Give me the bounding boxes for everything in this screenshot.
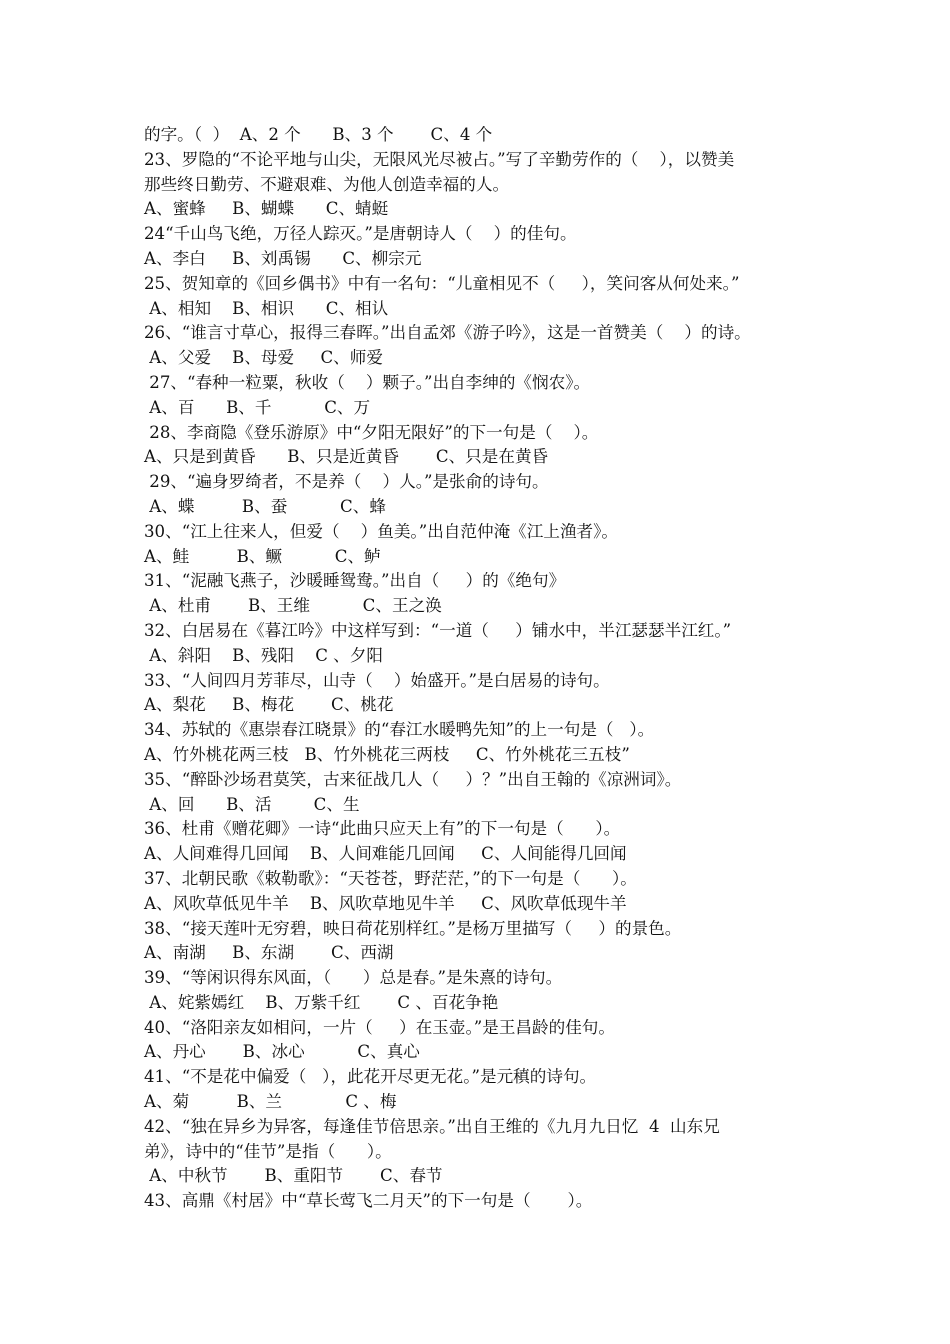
text-line: 28、李商隐《登乐游原》中“夕阳无限好”的下一句是（ ）。 [144,422,599,442]
text-line: A、回 B、活 C、生 [144,794,360,814]
text-line: 43、高鼎《村居》中“草长莺飞二月天”的下一句是（ ）。 [144,1191,593,1211]
text-line: 40、“洛阳亲友如相问，一片（ ）在玉壶。”是王昌龄的佳句。 [144,1017,615,1037]
text-line: A、蝶 B、蚕 C、蜂 [144,496,386,516]
text-line: A、丹心 B、冰心 C、真心 [144,1042,420,1062]
text-line: 弟》，诗中的“佳节”是指（ ）。 [144,1141,392,1161]
text-line: A、人间难得几回闻 B、人间难能几回闻 C、人间能得几回闻 [144,844,627,864]
text-line: 24“千山鸟飞绝，万径人踪灭。”是唐朝诗人（ ）的佳句。 [144,224,577,244]
text-line: 39、“等闲识得东风面，（ ）总是春。”是朱熹的诗句。 [144,968,563,988]
text-line: 的字。（ ） A、2 个 B、3 个 C、4 个 [144,125,493,144]
text-line: A、李白 B、刘禹锡 C、柳宗元 [144,248,422,268]
text-line: 23、罗隐的“不论平地与山尖，无限风光尽被占。”写了辛勤劳作的（ ），以赞美 [144,149,735,169]
text-line: A、中秋节 B、重阳节 C、春节 [144,1166,443,1186]
text-line: 42、“独在异乡为异客，每逢佳节倍思亲。”出自王维的《九月九日忆 4 山东兄 [144,1116,720,1136]
text-line: 那些终日勤劳、不避艰难、为他人创造幸福的人。 [144,174,510,194]
text-line: A、斜阳 B、残阳 C 、夕阳 [144,645,383,665]
text-line: 26、“谁言寸草心，报得三春晖。”出自孟郊《游子吟》，这是一首赞美（ ）的诗。 [144,323,751,343]
text-line: 38、“接天莲叶无穷碧，映日荷花别样红。”是杨万里描写（ ）的景色。 [144,918,682,938]
text-line: 33、“人间四月芳菲尽，山寺（ ）始盛开。”是白居易的诗句。 [144,670,610,690]
text-line: 30、“江上往来人，但爱（ ）鱼美。”出自范仲淹《江上渔者》。 [144,521,619,541]
text-line: 32、白居易在《暮江吟》中这样写到：“一道（ ）铺水中，半江瑟瑟半江红。” [144,620,732,640]
text-line: 31、“泥融飞燕子，沙暖睡鸳鸯。”出自（ ）的《绝句》 [144,571,566,591]
text-line: A、相知 B、相识 C、相认 [144,298,389,318]
text-line: A、只是到黄昏 B、只是近黄昏 C、只是在黄昏 [144,447,549,467]
text-line: A、风吹草低见牛羊 B、风吹草地见牛羊 C、风吹草低现牛羊 [144,893,627,913]
text-line: A、竹外桃花两三枝 B、竹外桃花三两枝 C、竹外桃花三五枝” [144,744,630,764]
text-line: A、菊 B、兰 C 、梅 [144,1092,397,1112]
text-line: A、父爱 B、母爱 C、师爱 [144,348,383,368]
question-list [144,123,814,1214]
text-line: 35、“醉卧沙场君莫笑，古来征战几人（ ）？”出自王翰的《凉洲词》。 [144,769,682,789]
text-line: 37、北朝民歌《敕勒歌》：“天苍苍，野茫茫，”的下一句是（ ）。 [144,868,637,888]
text-line: A、鲑 B、鳜 C、鲈 [144,546,381,566]
text-line: 27、“春种一粒粟，秋收（ ）颗子。”出自李绅的《悯农》。 [144,372,591,392]
text-line: 25、贺知章的《回乡偶书》中有一名句：“儿童相见不（ ），笑问客从何处来。” [144,273,740,293]
text-line: A、杜甫 B、王维 C、王之涣 [144,596,442,616]
text-line: 34、苏轼的《惠崇春江晓景》的“春江水暖鸭先知”的上一句是（ ）。 [144,720,655,740]
text-line: A、梨花 B、梅花 C、桃花 [144,695,394,715]
text-line: A、百 B、千 C、万 [144,397,371,417]
text-line: A、蜜蜂 B、蝴蝶 C、蜻蜓 [144,199,389,219]
text-line: 36、杜甫《赠花卿》一诗“此曲只应天上有”的下一句是（ ）。 [144,819,621,839]
text-line: A、南湖 B、东湖 C、西湖 [144,943,394,963]
text-line: 41、“不是花中偏爱（ ），此花开尽更无花。”是元稹的诗句。 [144,1067,597,1087]
text-line: A、姹紫嫣红 B、万紫千红 C 、百花争艳 [144,992,499,1012]
text-line: 29、“遍身罗绮者，不是养（ ）人。”是张俞的诗句。 [144,472,549,492]
